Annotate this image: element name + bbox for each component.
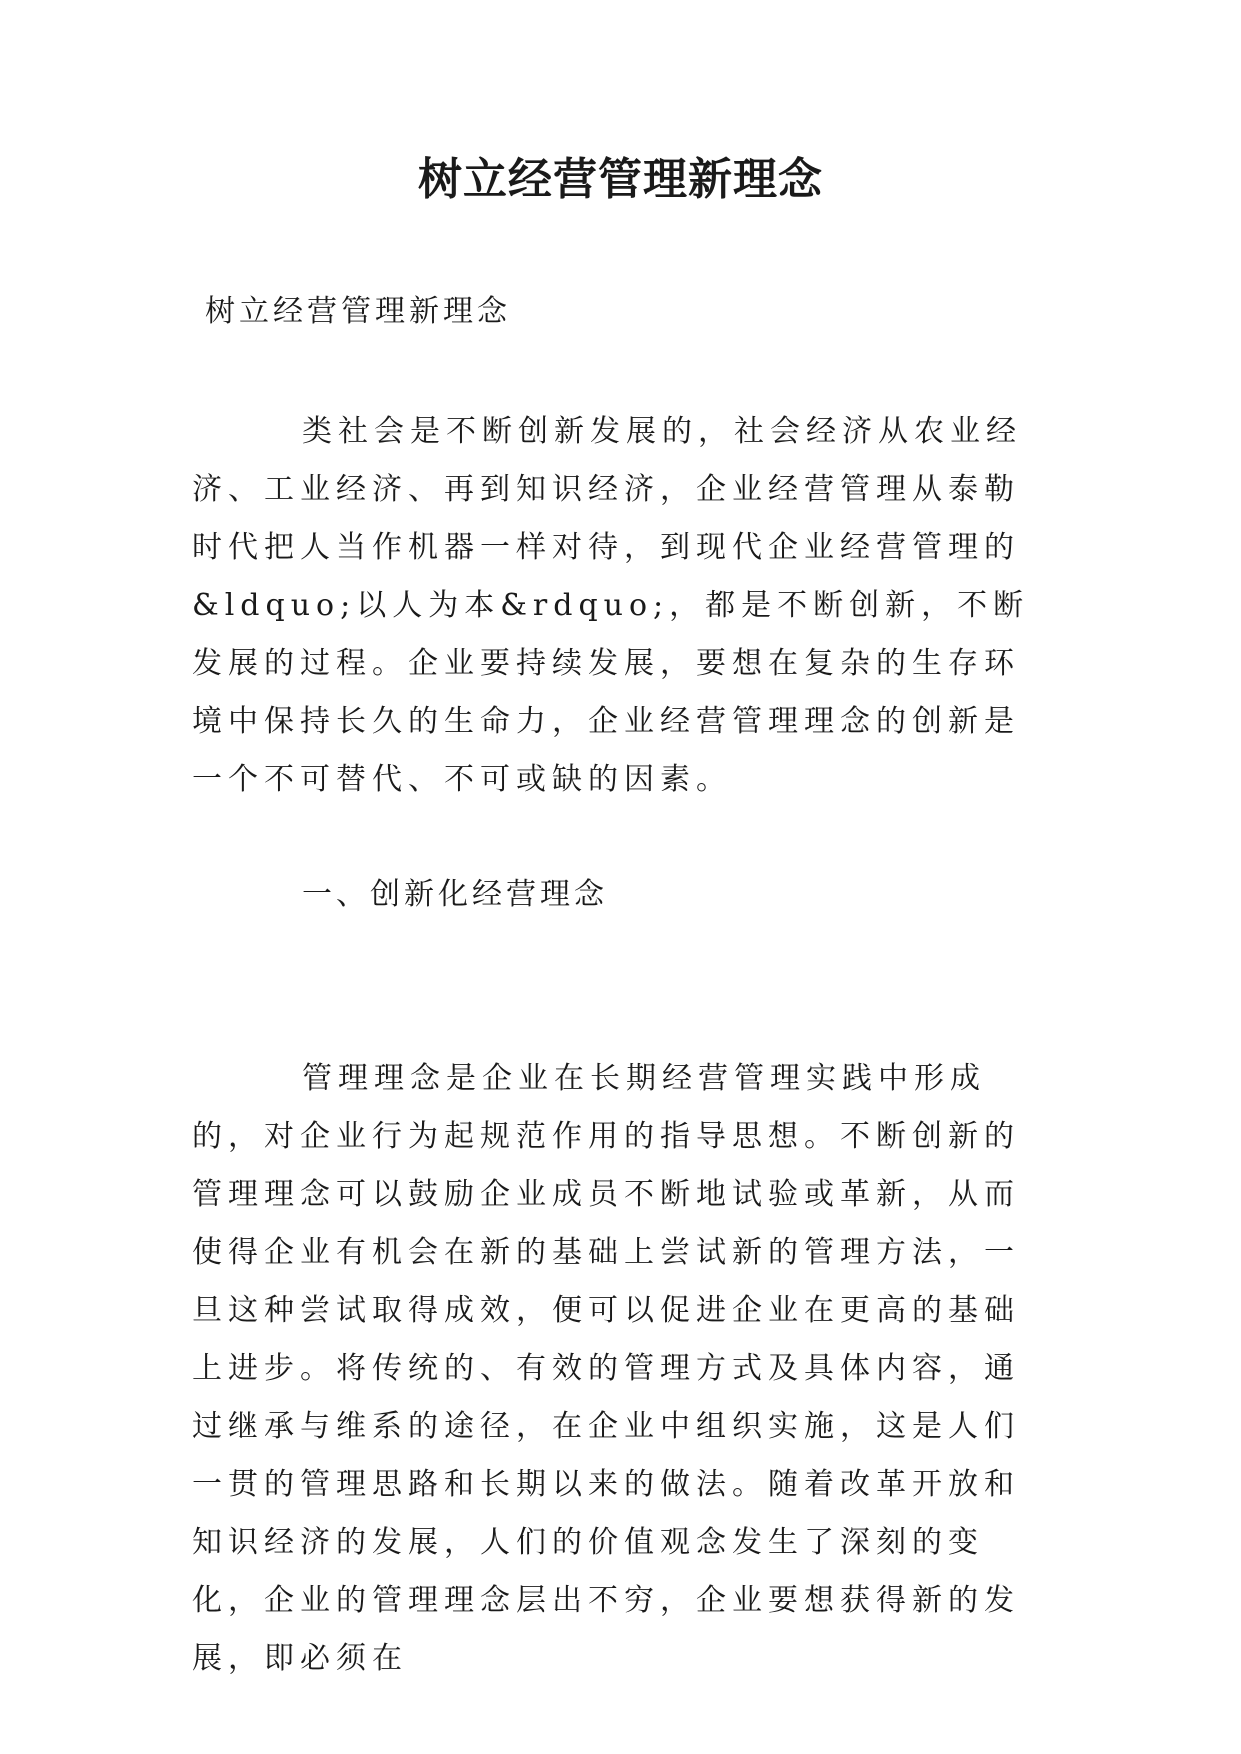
document-subtitle: 树立经营管理新理念: [205, 294, 511, 329]
body-paragraph: 类社会是不断创新发展的，社会经济从农业经济、工业经济、再到知识经济，企业经营管理从泰勒时代把人当作机器一样对待，到现代企业经营管理的&ldquo;以人为本&rdquo;，都是不断创新，不断发展的过程。企业要持续发展，要想在复杂的生存环境中保持长久的生命力，企业经营管理理念的创新是一个不可替代、不可或缺的因素。: [192, 414, 1030, 797]
section-paragraph: 管理理念是企业在长期经营管理实践中形成的，对企业行为起规范作用的指导思想。不断创新的管理理念可以鼓励企业成员不断地试验或革新，从而使得企业有机会在新的基础上尝试新的管理方法，一旦这种尝试取得成效，便可以促进企业在更高的基础上进步。将传统的、有效的管理方式及具体内容，通过继承与维系的途径，在企业中组织实施，这是人们一贯的管理思路和长期以来的做法。随着改革开放和知识经济的发展，人们的价值观念发生了深刻的变化，企业的管理理念层出不穷，企业要想获得新的发展，即必须在: [192, 1061, 1020, 1676]
document-title: 树立经营管理新理念: [418, 154, 823, 205]
section-heading: 一、创新化经营理念: [302, 877, 608, 912]
